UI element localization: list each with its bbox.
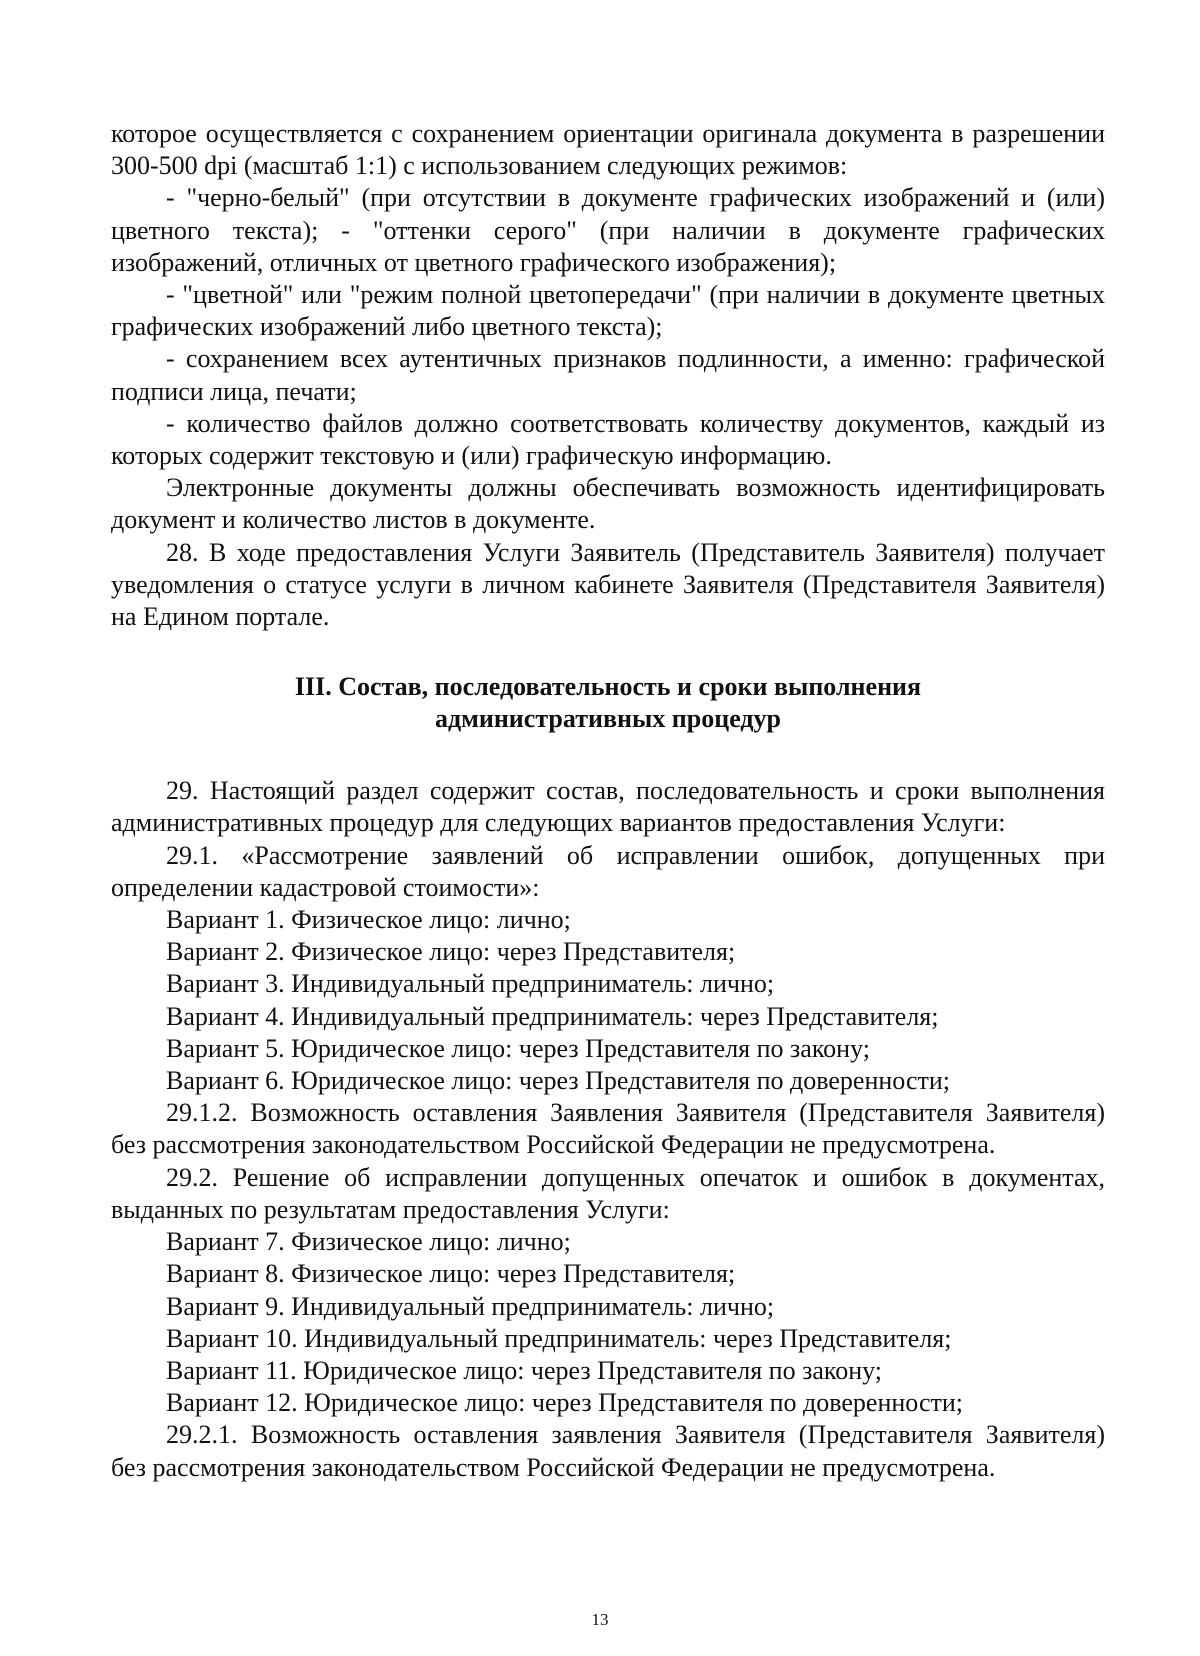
list-item: Вариант 8. Физическое лицо: через Представителя;: [166, 1259, 736, 1289]
list-item: Вариант 7. Физическое лицо: лично;: [166, 1227, 571, 1257]
list-item: Вариант 9. Индивидуальный предприниматель: лично;: [166, 1291, 775, 1321]
list-item: Вариант 3. Индивидуальный предприниматель: лично;: [166, 969, 775, 999]
section-heading-line1: III. Состав, последовательность и сроки выполнения: [294, 672, 922, 702]
page-number: 13: [591, 1610, 609, 1629]
variants-list-29-1: [111, 904, 1105, 1097]
list-item: Вариант 4. Индивидуальный предприниматель: через Представителя;: [166, 1001, 939, 1031]
paragraph-bw-grayscale: - "черно-белый" (при отсутствии в документе графических изображений и (или) цветного текста); - "оттенки серого" (при наличии в документе графических изображений, отличных от цветного графического изображения);: [111, 183, 1105, 277]
paragraph-electronic-docs: Электронные документы должны обеспечивать возможность идентифицировать документ и количество листов в документе.: [111, 473, 1105, 535]
section-heading-line2: административных процедур: [434, 704, 782, 734]
spacer: [111, 633, 1105, 671]
list-item: Вариант 11. Юридическое лицо: через Представителя по закону;: [166, 1355, 882, 1385]
paragraph-authenticity: - сохранением всех аутентичных признаков подлинности, а именно: графической подписи лица, печати;: [111, 344, 1105, 406]
list-item: Вариант 10. Индивидуальный предприниматель: через Представителя;: [166, 1323, 952, 1353]
paragraph-scan-modes: которое осуществляется с сохранением ориентации оригинала документа в разрешении 300-500 dpi (масштаб 1:1) с использованием следующих режимов:: [111, 119, 1105, 181]
list-item: Вариант 2. Физическое лицо: через Представителя;: [166, 937, 736, 967]
paragraph-color-mode: - "цветной" или "режим полной цветопередачи" (при наличии в документе цветных графических изображений либо цветного текста);: [111, 280, 1105, 342]
paragraph-file-count: - количество файлов должно соответствовать количеству документов, каждый из которых содержит текстовую и (или) графическую информацию.: [111, 408, 1105, 471]
spacer: [111, 735, 1105, 775]
list-item: Вариант 1. Физическое лицо: лично;: [166, 905, 571, 935]
list-item: Вариант 12. Юридическое лицо: через Представителя по доверенности;: [166, 1388, 963, 1418]
variants-list-29-2: [111, 1226, 1105, 1419]
paragraph-29-1-2: 29.1.2. Возможность оставления Заявления Заявителя (Представителя Заявителя) без рассмотрения законодательством Российской Федерации не предусмотрена.: [111, 1098, 1105, 1160]
section-heading: [111, 671, 1105, 735]
page-body: [111, 118, 1105, 1484]
paragraph-29-intro: 29. Настоящий раздел содержит состав, последовательность и сроки выполнения административных процедур для следующих вариантов предоставления Услуги:: [111, 776, 1105, 838]
paragraph-29-1-title: 29.1. «Рассмотрение заявлений об исправлении ошибок, допущенных при определении кадастровой стоимости»:: [111, 840, 1105, 902]
list-item: Вариант 6. Юридическое лицо: через Представителя по доверенности;: [166, 1066, 950, 1096]
list-item: Вариант 5. Юридическое лицо: через Представителя по закону;: [166, 1033, 870, 1063]
paragraph-28: 28. В ходе предоставления Услуги Заявитель (Представитель Заявителя) получает уведомления о статусе услуги в личном кабинете Заявителя (Представителя Заявителя) на Едином портале.: [111, 537, 1105, 632]
paragraph-29-2-title: 29.2. Решение об исправлении допущенных опечаток и ошибок в документах, выданных по результатам предоставления Услуги:: [111, 1162, 1105, 1224]
paragraph-29-2-1: 29.2.1. Возможность оставления заявления Заявителя (Представителя Заявителя) без рассмотрения законодательством Российской Федерации не предусмотрена.: [111, 1420, 1105, 1482]
